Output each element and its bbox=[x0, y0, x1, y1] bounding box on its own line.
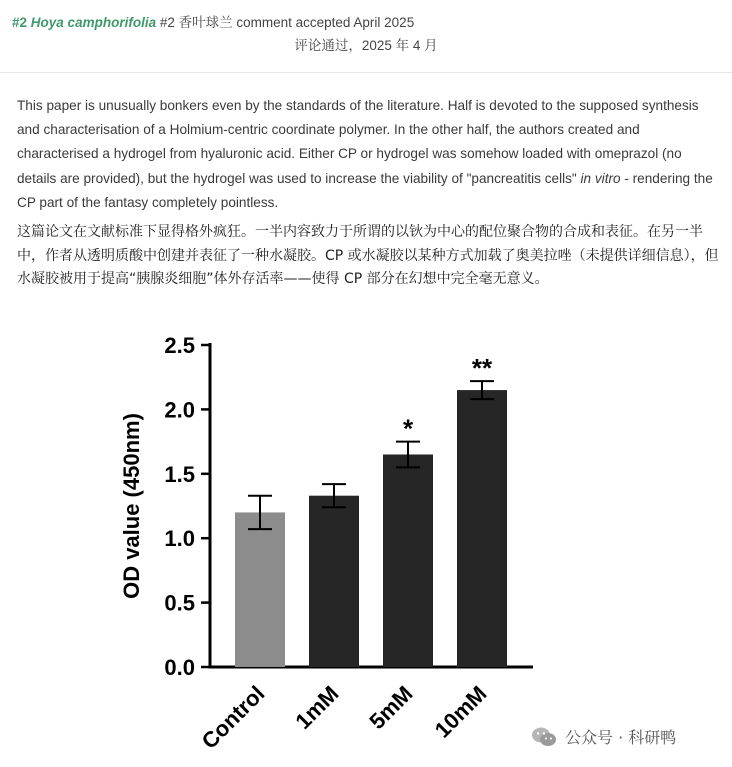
bar bbox=[457, 390, 507, 667]
comment-body-chinese: 这篇论文在文献标准下显得格外疯狂。一半内容致力于所谓的以钬为中心的配位聚合物的合成和表征。在另一半中，作者从透明质酸中创建并表征了一种水凝胶。CP 或水凝胶以某种方式加载了奥美拉唑（未提供详细信息），但水凝胶被用于提高“胰腺炎细胞”体外存活率——使得 CP 部分在幻想中完全毫无意义。 bbox=[17, 224, 719, 287]
y-tick-label: 1.0 bbox=[164, 526, 195, 552]
y-tick-label: 2.0 bbox=[164, 397, 195, 423]
y-tick-label: 1.5 bbox=[164, 461, 195, 487]
bar bbox=[383, 454, 433, 667]
y-tick-label: 0.5 bbox=[164, 590, 195, 616]
x-tick-label: 1mM bbox=[290, 680, 344, 734]
species-link[interactable]: Hoya camphorifolia bbox=[30, 15, 157, 30]
comment-number: #2 bbox=[12, 15, 28, 30]
comment-text-end: - rendering the CP part of the fantasy completely pointless. bbox=[17, 170, 713, 210]
bar bbox=[309, 496, 359, 667]
y-tick-label: 2.5 bbox=[164, 333, 195, 358]
significance-marker: * bbox=[402, 413, 414, 444]
bar bbox=[235, 512, 285, 667]
comment-status: #2 香叶球兰 comment accepted April 2025 bbox=[156, 15, 415, 30]
significance-marker: ** bbox=[471, 353, 493, 384]
bar-chart bbox=[0, 320, 732, 767]
watermark-text: 公众号 · 科研鸭 bbox=[565, 728, 677, 747]
x-tick-label: 10mM bbox=[429, 680, 492, 743]
comment-italic-text: in vitro bbox=[580, 170, 621, 186]
wechat-icon bbox=[531, 726, 557, 748]
comment-header bbox=[0, 0, 732, 73]
x-tick-label: Control bbox=[196, 680, 270, 754]
watermark bbox=[531, 725, 676, 748]
x-tick-label: 5mM bbox=[364, 680, 418, 734]
comment-body-english bbox=[17, 94, 722, 215]
y-axis-label: OD value (450nm) bbox=[119, 413, 144, 599]
y-tick-label: 0.0 bbox=[164, 655, 195, 680]
comment-title bbox=[12, 11, 414, 31]
comment-text: This paper is unusually bonkers even by the standards of the literature. Half is devoted to the supposed synthesis and characterisation of a Holmium-centric coordinate polymer. In the other half, the authors created and characterised a hydrogel from hyaluronic acid. Either CP or hydrogel was somehow loaded with omeprazol (no details are provided), but the hydrogel was used to increase the viability of "pancreatitis cells" bbox=[17, 98, 699, 186]
comment-status-translation: 评论通过，2025 年 4 月 bbox=[294, 38, 438, 53]
